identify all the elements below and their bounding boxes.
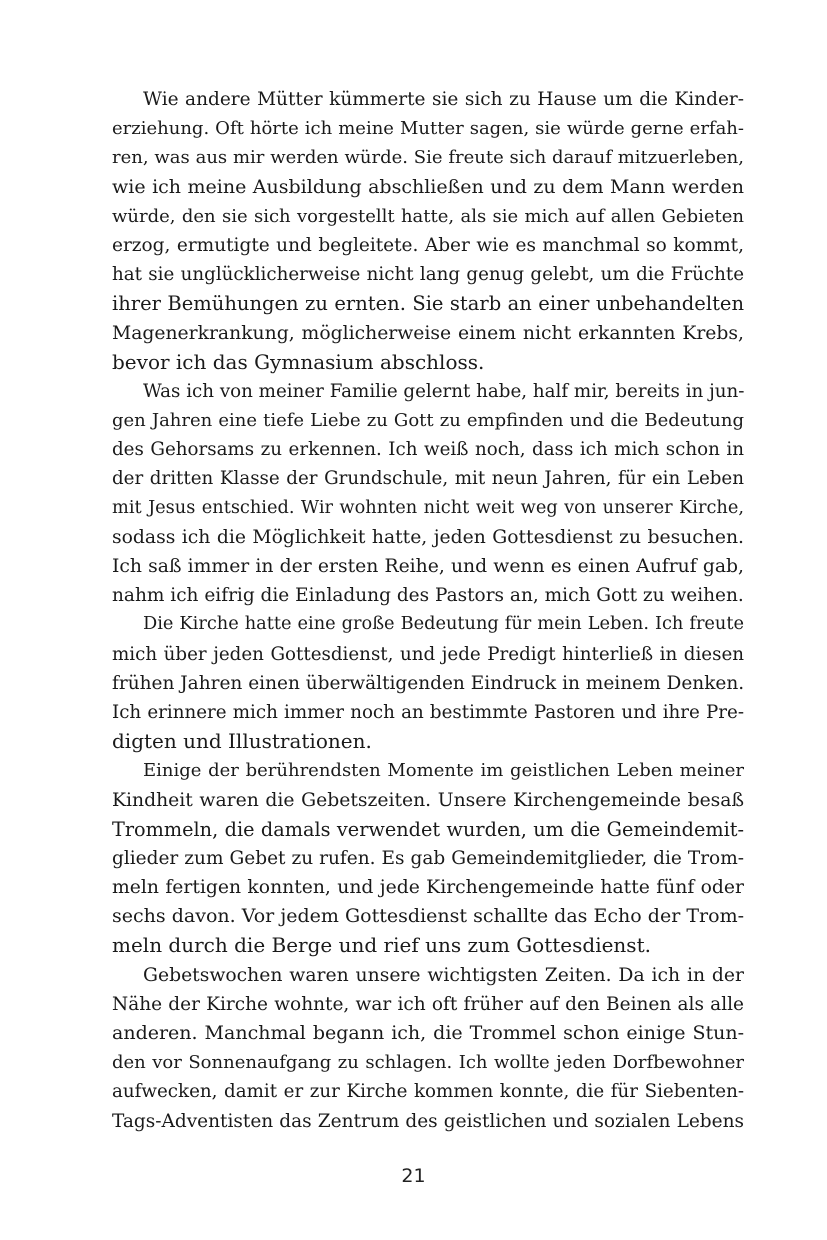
text-line: Was ich von meiner Familie gelernt habe, half mir, bereits in jun-: [143, 380, 745, 402]
text-line: glieder zum Gebet zu rufen. Es gab Gemeindemitglieder, die Trom-: [112, 847, 744, 869]
text-line: Trommeln, die damals verwendet wurden, um die Gemeindemit-: [112, 817, 744, 841]
text-line: Ich saß immer in der ersten Reihe, und wenn es einen Aufruf gab,: [112, 556, 744, 577]
text-line: Gebetswochen waren unsere wichtigsten Zeiten. Da ich in der: [143, 964, 744, 986]
paragraph: [112, 610, 744, 756]
text-line: aufwecken, damit er zur Kirche kommen konnte, die für Siebenten-: [112, 1081, 744, 1103]
text-line: anderen. Manchmal begann ich, die Trommel schon einige Stun-: [112, 1022, 744, 1044]
text-line: wie ich meine Ausbildung abschließen und zu dem Mann werden: [112, 175, 744, 198]
page-text-body: [112, 85, 744, 1136]
text-line: ihrer Bemühungen zu ernten. Sie starb an einer unbehandelten: [112, 292, 744, 316]
text-line: gen Jahren eine tiefe Liebe zu Gott zu empfinden und die Bedeutung: [112, 410, 744, 432]
text-line: Die Kirche hatte eine große Bedeutung für mein Leben. Ich freute: [143, 614, 744, 635]
text-line: erzog, ermutigte und begleitete. Aber wie es manchmal so kommt,: [112, 234, 744, 256]
text-line: Kindheit waren die Gebetszeiten. Unsere Kirchengemeinde besaß: [112, 789, 744, 811]
text-line: nahm ich eifrig die Einladung des Pastors an, mich Gott zu weihen.: [112, 585, 744, 607]
text-line: bevor ich das Gymnasium abschloss.: [112, 349, 485, 374]
text-line: Einige der berührendsten Momente im geistlichen Leben meiner: [143, 760, 744, 782]
text-line: Wie andere Mütter kümmerte sie sich zu Hause um die Kinder-: [143, 89, 744, 110]
text-line: meln fertigen konnten, und jede Kirchengemeinde hatte fünf oder: [112, 877, 744, 899]
paragraph: [112, 756, 744, 960]
text-line: mich über jeden Gottesdienst, und jede Predigt hinterließ in diesen: [112, 643, 744, 665]
text-line: mit Jesus entschied. Wir wohnten nicht weit weg von unserer Kirche,: [112, 497, 744, 518]
paragraph: [112, 377, 744, 611]
text-line: sechs davon. Vor jedem Gottesdienst schallte das Echo der Trom-: [112, 905, 744, 928]
text-line: den vor Sonnenaufgang zu schlagen. Ich wollte jeden Dorfbewohner: [112, 1052, 744, 1074]
text-line: digten und Illustrationen.: [112, 729, 372, 754]
text-line: sodass ich die Möglichkeit hatte, jeden Gottesdienst zu besuchen.: [112, 526, 744, 548]
paragraph: [112, 85, 744, 377]
text-line: meln durch die Berge und rief uns zum Gottesdienst.: [112, 933, 651, 958]
text-line: Nähe der Kirche wohnte, war ich oft früher auf den Beinen als alle: [112, 993, 744, 1015]
page-number: 21: [401, 1165, 426, 1187]
text-line: der dritten Klasse der Grundschule, mit neun Jahren, für ein Leben: [112, 468, 744, 490]
paragraph: [112, 961, 744, 1136]
text-line: Ich erinnere mich immer noch an bestimmte Pastoren und ihre Pre-: [112, 701, 744, 723]
text-line: erziehung. Oft hörte ich meine Mutter sagen, sie würde gerne erfah-: [112, 118, 744, 140]
text-line: Tags-Adventisten das Zentrum des geistlichen und sozialen Lebens: [112, 1110, 744, 1132]
text-line: ren, was aus mir werden würde. Sie freute sich darauf mitzuerleben,: [112, 147, 744, 169]
text-line: des Gehorsams zu erkennen. Ich weiß noch, dass ich mich schon in: [112, 439, 744, 461]
text-line: würde, den sie sich vorgestellt hatte, als sie mich auf allen Gebieten: [112, 205, 744, 227]
text-line: frühen Jahren einen überwältigenden Eindruck in meinem Denken.: [112, 672, 745, 694]
text-line: hat sie unglücklicherweise nicht lang genug gelebt, um die Früchte: [112, 264, 744, 286]
text-line: Magenerkrankung, möglicherweise einem nicht erkannten Krebs,: [112, 322, 744, 344]
